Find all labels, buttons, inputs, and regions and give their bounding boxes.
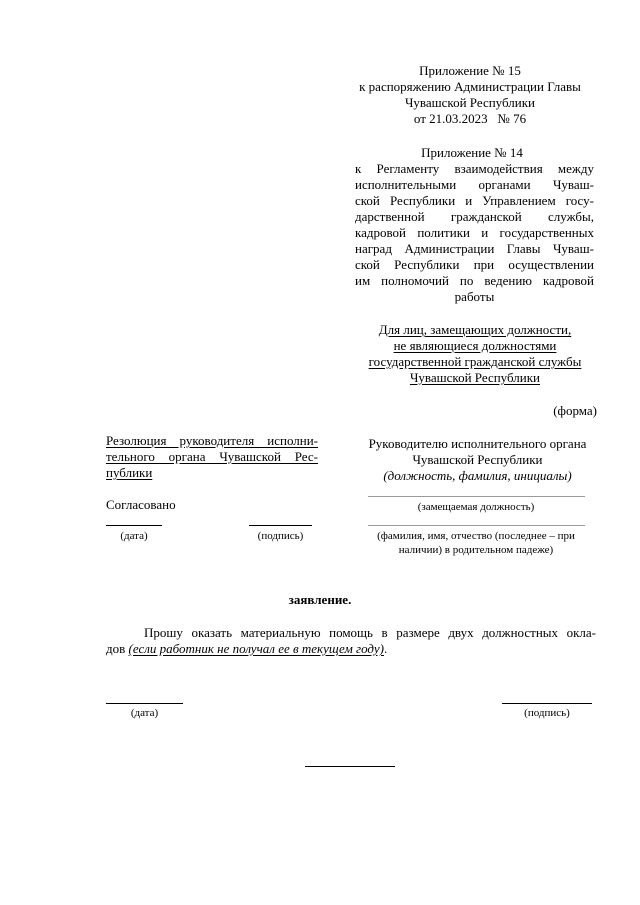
appendix-14-line: кадровой политики и государственных — [355, 225, 594, 240]
statement-prefix: дов — [106, 641, 126, 656]
appendix-14-text — [355, 161, 594, 305]
statement-end: . — [383, 641, 388, 656]
appendix-header — [340, 63, 600, 127]
statement-line — [106, 641, 596, 657]
name-caption-line: (фамилия, имя, отчество (последнее – при — [377, 530, 575, 542]
agreed-label: Согласовано — [106, 497, 176, 512]
addressee-line: Чувашской Республики — [412, 452, 543, 467]
name-field-line — [368, 525, 585, 526]
appendix-reference: к распоряжению Администрации Главы — [359, 79, 581, 94]
category-line: не являющиеся должностями — [393, 338, 557, 353]
addressee-hint: (должность, фамилия, инициалы) — [383, 468, 572, 483]
appendix-14-line: исполнительными органами Чуваш- — [355, 177, 594, 192]
statement-condition: (если работник не получал ее в текущем году) — [128, 641, 384, 656]
resolution-line: Резолюция руководителя исполни- — [106, 433, 318, 448]
appendix-14-line: работы — [454, 289, 495, 304]
category-line: государственной гражданской службы — [368, 354, 582, 369]
category-line: Для лиц, замещающих должности, — [378, 322, 572, 337]
statement-title: заявление. — [288, 592, 352, 607]
appendix-date: от 21.03.2023 № 76 — [413, 111, 527, 126]
agreed-signature-line — [249, 525, 312, 526]
name-caption-line: наличии) в родительном падеже) — [398, 544, 554, 556]
appendix-14-line: ской Республики и Управлением госу- — [355, 193, 594, 208]
agreed-date-line — [106, 525, 162, 526]
statement-body — [106, 625, 596, 657]
bottom-signature-caption: (подпись) — [524, 707, 570, 719]
addressee-line: Руководителю исполнительного органа — [368, 436, 587, 451]
bottom-date-caption: (дата) — [130, 707, 159, 719]
position-caption: (замещаемая должность) — [417, 501, 535, 513]
appendix-14-line: дарственной гражданской службы, — [355, 209, 594, 224]
appendix-14-title: Приложение № 14 — [421, 145, 523, 160]
appendix-14-line: наград Администрации Главы Чуваш- — [355, 241, 594, 256]
appendix-republic: Чувашской Республики — [404, 95, 536, 110]
resolution-line: тельного органа Чувашской Рес- — [106, 449, 318, 464]
appendix-14-line: к Регламенту взаимодействия между — [355, 161, 594, 176]
resolution-block — [106, 433, 318, 481]
addressee-block — [355, 436, 600, 484]
category-heading — [350, 322, 600, 386]
end-rule — [305, 766, 395, 767]
name-caption — [355, 529, 597, 557]
appendix-14-line: ской Республики при осуществлении — [355, 257, 594, 272]
appendix-14-line: им полномочий по ведению кадровой — [355, 273, 594, 288]
appendix-number: Приложение № 15 — [419, 63, 521, 78]
form-label: (форма) — [553, 403, 597, 418]
agreed-signature-caption: (подпись) — [257, 530, 304, 542]
bottom-date-line — [106, 703, 183, 704]
resolution-line: публики — [106, 465, 153, 480]
category-line: Чувашской Республики — [409, 370, 541, 385]
bottom-signature-line — [502, 703, 592, 704]
position-field-line — [368, 496, 585, 497]
agreed-date-caption: (дата) — [120, 530, 148, 542]
statement-line: Прошу оказать материальную помощь в размере двух должностных окла- — [144, 625, 596, 640]
